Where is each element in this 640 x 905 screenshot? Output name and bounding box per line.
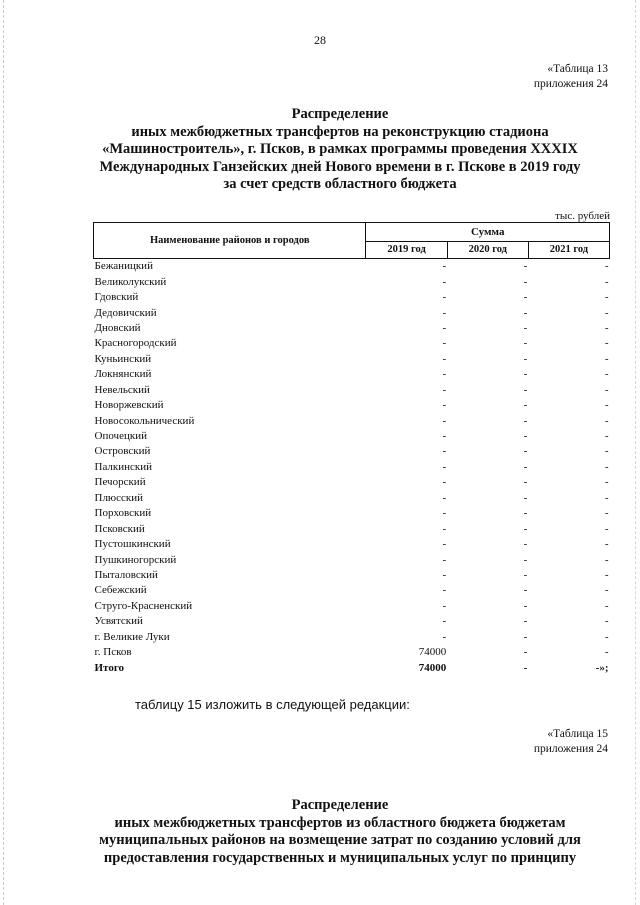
column-header-2019: 2019 год [366, 241, 447, 259]
row-name: г. Великие Луки [94, 630, 170, 643]
row-name: Плюсский [94, 491, 144, 504]
value-2020: - [523, 260, 528, 273]
row-name: Гдовский [94, 291, 139, 304]
value-2019: - [442, 584, 447, 597]
row-name: Бежаницкий [94, 260, 153, 273]
total-2021: -»; [595, 661, 609, 674]
scan-edge-left [3, 0, 5, 905]
value-2021: - [604, 615, 609, 628]
table-row [94, 521, 610, 536]
value-2021: - [604, 445, 609, 458]
value-2020: - [523, 352, 528, 365]
value-2021: - [604, 414, 609, 427]
row-name: Дновский [94, 321, 141, 334]
value-2021: - [604, 430, 609, 443]
table15-reference [534, 727, 608, 757]
table15-title-line: предоставления государственных и муниципальных услуг по принципу [103, 849, 577, 866]
table-row [94, 305, 610, 320]
row-name: Усвятский [94, 615, 143, 628]
value-2019: - [442, 368, 447, 381]
value-2021: - [604, 538, 609, 551]
row-name: Дедовичский [94, 306, 157, 319]
value-2021: - [604, 630, 609, 643]
value-2021: - [604, 599, 609, 612]
value-2020: - [523, 460, 528, 473]
column-header-sum: Сумма [366, 223, 610, 242]
table13-title-line: Международных Ганзейских дней Нового времени в г. Пскове в 2019 году [99, 158, 581, 175]
value-2021: - [604, 568, 609, 581]
table15-reference-line2: приложения 24 [533, 743, 608, 755]
value-2020: - [523, 584, 528, 597]
table-row [94, 321, 610, 336]
row-name: Палкинский [94, 460, 153, 473]
table-body [94, 259, 610, 676]
value-2021: - [604, 368, 609, 381]
value-2019: - [442, 399, 447, 412]
value-2020: - [523, 615, 528, 628]
row-name: Печорский [94, 476, 146, 489]
value-2019: - [442, 321, 447, 334]
value-2019: - [442, 414, 447, 427]
value-2019: - [442, 476, 447, 489]
value-2020: - [523, 399, 528, 412]
row-name: Красногородский [94, 337, 177, 350]
value-2020: - [523, 291, 528, 304]
table13-reference-line2: приложения 24 [533, 78, 608, 90]
table-row [94, 460, 610, 475]
table13-reference-line1: «Таблица 13 [547, 63, 608, 75]
value-2021: - [604, 275, 609, 288]
row-name: Локнянский [94, 368, 152, 381]
row-name: Новосокольнический [94, 414, 195, 427]
row-name: Псковский [94, 522, 145, 535]
value-2019: - [442, 337, 447, 350]
value-2020: - [523, 414, 528, 427]
table-row [94, 537, 610, 552]
value-2019: - [442, 306, 447, 319]
row-name: Себежский [94, 584, 147, 597]
table-row [94, 552, 610, 567]
table-row [94, 336, 610, 351]
value-2021: - [604, 352, 609, 365]
value-2019: - [442, 291, 447, 304]
table-row [94, 491, 610, 506]
row-name: Новоржевский [94, 399, 164, 412]
table-row [94, 568, 610, 583]
value-2019: - [442, 430, 447, 443]
value-2019: - [442, 507, 447, 520]
row-name: Порховский [94, 507, 152, 520]
table15-title-line: иных межбюджетных трансфертов из областного бюджета бюджетам [114, 814, 566, 831]
value-2020: - [523, 445, 528, 458]
value-2020: - [523, 646, 528, 659]
row-name: Островский [94, 445, 151, 458]
value-2021: - [604, 383, 609, 396]
value-2021: - [604, 491, 609, 504]
table-row [94, 398, 610, 413]
value-2019: - [442, 630, 447, 643]
value-2020: - [523, 430, 528, 443]
table13-title-line: за счет средств областного бюджета [223, 176, 457, 192]
row-name: Куньинский [94, 352, 152, 365]
column-header-2020: 2020 год [447, 241, 528, 259]
table13-title-line: иных межбюджетных трансфертов на реконструкцию стадиона [131, 123, 549, 140]
table-row [94, 614, 610, 629]
row-name: Невельский [94, 383, 150, 396]
total-2019: 74000 [418, 661, 447, 674]
value-2019: - [442, 568, 447, 581]
value-2019: - [442, 522, 447, 535]
value-2021: - [604, 476, 609, 489]
page-number: 28 [314, 33, 326, 47]
instruction-text: таблицу 15 изложить в следующей редакции: [135, 697, 410, 712]
value-2019: - [442, 615, 447, 628]
table-row [94, 475, 610, 490]
row-name: Пушкиногорский [94, 553, 177, 566]
value-2020: - [523, 491, 528, 504]
table-row [94, 506, 610, 521]
table-row [94, 413, 610, 428]
value-2021: - [604, 260, 609, 273]
value-2021: - [604, 321, 609, 334]
value-2020: - [523, 630, 528, 643]
value-2021: - [604, 399, 609, 412]
row-name: Опочецкий [94, 430, 147, 443]
table-row [94, 367, 610, 382]
value-2021: - [604, 522, 609, 535]
value-2020: - [523, 368, 528, 381]
total-label: Итого [94, 661, 125, 674]
table-row [94, 444, 610, 459]
value-2020: - [523, 507, 528, 520]
value-2021: - [604, 337, 609, 350]
value-2020: - [523, 538, 528, 551]
value-2020: - [523, 522, 528, 535]
value-2021: - [604, 460, 609, 473]
table-row [94, 383, 610, 398]
value-2019: - [442, 352, 447, 365]
total-2020: - [523, 661, 528, 674]
value-2019: - [442, 445, 447, 458]
value-2019: - [442, 460, 447, 473]
value-2020: - [523, 306, 528, 319]
distribution-table [93, 222, 610, 676]
table13-title-line: Распределение [291, 106, 389, 122]
table-row [94, 583, 610, 598]
value-2019: - [442, 383, 447, 396]
value-2020: - [523, 476, 528, 489]
value-2021: - [604, 306, 609, 319]
table15-reference-line1: «Таблица 15 [547, 728, 608, 740]
row-name: Пустошкинский [94, 538, 171, 551]
value-2021: - [604, 646, 609, 659]
value-2019: - [442, 275, 447, 288]
table-row [94, 290, 610, 305]
units-label: тыс. рублей [555, 210, 610, 222]
table15-title-line: Распределение [291, 797, 389, 813]
value-2020: - [523, 337, 528, 350]
total-row [94, 660, 610, 675]
table13-title-line: «Машиностроитель», г. Псков, в рамках программы проведения XXXIX [102, 141, 578, 157]
value-2021: - [604, 553, 609, 566]
column-header-2021: 2021 год [528, 241, 609, 259]
value-2020: - [523, 383, 528, 396]
value-2019: - [442, 260, 447, 273]
value-2021: - [604, 584, 609, 597]
column-header-name: Наименование районов и городов [94, 223, 366, 259]
value-2020: - [523, 553, 528, 566]
row-name: Великолукский [94, 275, 167, 288]
row-name: Пыталовский [94, 568, 158, 581]
value-2019: - [442, 599, 447, 612]
table-row [94, 645, 610, 660]
value-2020: - [523, 321, 528, 334]
table13-title [70, 106, 610, 194]
row-name: Струго-Красненский [94, 599, 193, 612]
table15-title-line: муниципальных районов на возмещение затрат по созданию условий для [99, 832, 581, 848]
value-2019: - [442, 491, 447, 504]
table-row [94, 630, 610, 645]
table13-reference [534, 62, 608, 92]
value-2020: - [523, 599, 528, 612]
table-row [94, 599, 610, 614]
value-2019: 74000 [418, 646, 447, 659]
table-row [94, 352, 610, 367]
table-row [94, 274, 610, 289]
table-row [94, 429, 610, 444]
value-2020: - [523, 568, 528, 581]
value-2021: - [604, 507, 609, 520]
table-row [94, 259, 610, 275]
row-name: г. Псков [94, 646, 132, 659]
scan-edge-right [635, 0, 637, 905]
value-2020: - [523, 275, 528, 288]
value-2019: - [442, 553, 447, 566]
value-2021: - [604, 291, 609, 304]
value-2019: - [442, 538, 447, 551]
table15-title [70, 797, 610, 867]
